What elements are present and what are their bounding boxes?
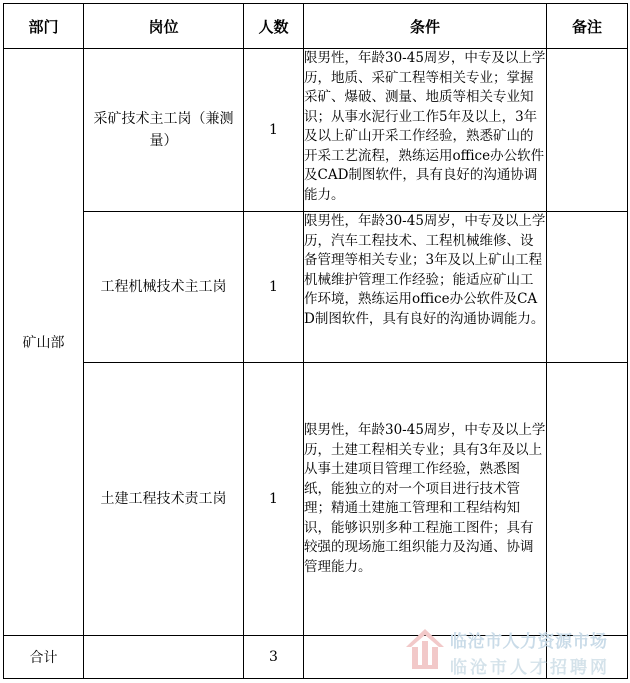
conditions-text: 限男性，年龄30-45周岁，中专及以上学历，汽车工程技术、工程机械维修、设备管理等相关专业；3年及以上矿山工程机械维护管理工作经验；能适应矿山工作环境，熟练运用office办公软件及CAD制图软件，具有良好的沟通协调能力。 xyxy=(304,213,546,327)
conditions-text: 限男性，年龄30-45周岁，中专及以上学历，土建工程相关专业；具有3年及以上从事土建项目管理工作经验，熟悉图纸，能独立的对一个项目进行技术管理；精通土建施工管理和工程结构知识，能够识别多种工程施工图件；具有较强的现场施工组织能力及沟通、协调管理能力。 xyxy=(304,422,546,575)
position-cell: 工程机械技术主工岗 xyxy=(84,212,244,363)
header-row xyxy=(4,4,628,49)
house-logo-icon xyxy=(404,627,446,673)
recruitment-table xyxy=(3,3,628,679)
header-department: 部门 xyxy=(4,4,84,49)
header-notes: 备注 xyxy=(547,4,628,49)
total-count: 3 xyxy=(244,636,304,679)
conditions-text: 限男性，年龄30-45周岁，中专及以上学历，地质、采矿工程等相关专业；掌握采矿、爆破、测量、地质等相关专业知识；从事水泥行业工作5年及以上，3年及以上矿山开采工作经验，熟悉矿山的开采工艺流程，熟练运用office办公软件及CAD制图软件，具有良好的沟通协调能力。 xyxy=(304,50,546,203)
table-row xyxy=(4,363,628,636)
count-cell: 1 xyxy=(244,212,304,363)
table-row xyxy=(4,212,628,363)
position-cell: 土建工程技术责工岗 xyxy=(84,363,244,636)
total-label: 合计 xyxy=(4,636,84,679)
notes-cell xyxy=(547,49,628,212)
department-cell: 矿山部 xyxy=(4,49,84,636)
table-row xyxy=(4,49,628,212)
watermark-line1: 临沧市人力资源市场 xyxy=(450,632,608,652)
watermark-line2: 临沧市人才招聘网 xyxy=(450,658,610,678)
total-empty-cell xyxy=(84,636,244,679)
conditions-cell xyxy=(304,49,547,212)
watermark xyxy=(404,625,626,681)
conditions-cell xyxy=(304,363,547,636)
header-conditions: 条件 xyxy=(304,4,547,49)
count-cell: 1 xyxy=(244,49,304,212)
notes-cell xyxy=(547,363,628,636)
count-cell: 1 xyxy=(244,363,304,636)
header-count: 人数 xyxy=(244,4,304,49)
position-cell: 采矿技术主工岗（兼测量） xyxy=(84,49,244,212)
conditions-cell xyxy=(304,212,547,363)
header-position: 岗位 xyxy=(84,4,244,49)
notes-cell xyxy=(547,212,628,363)
